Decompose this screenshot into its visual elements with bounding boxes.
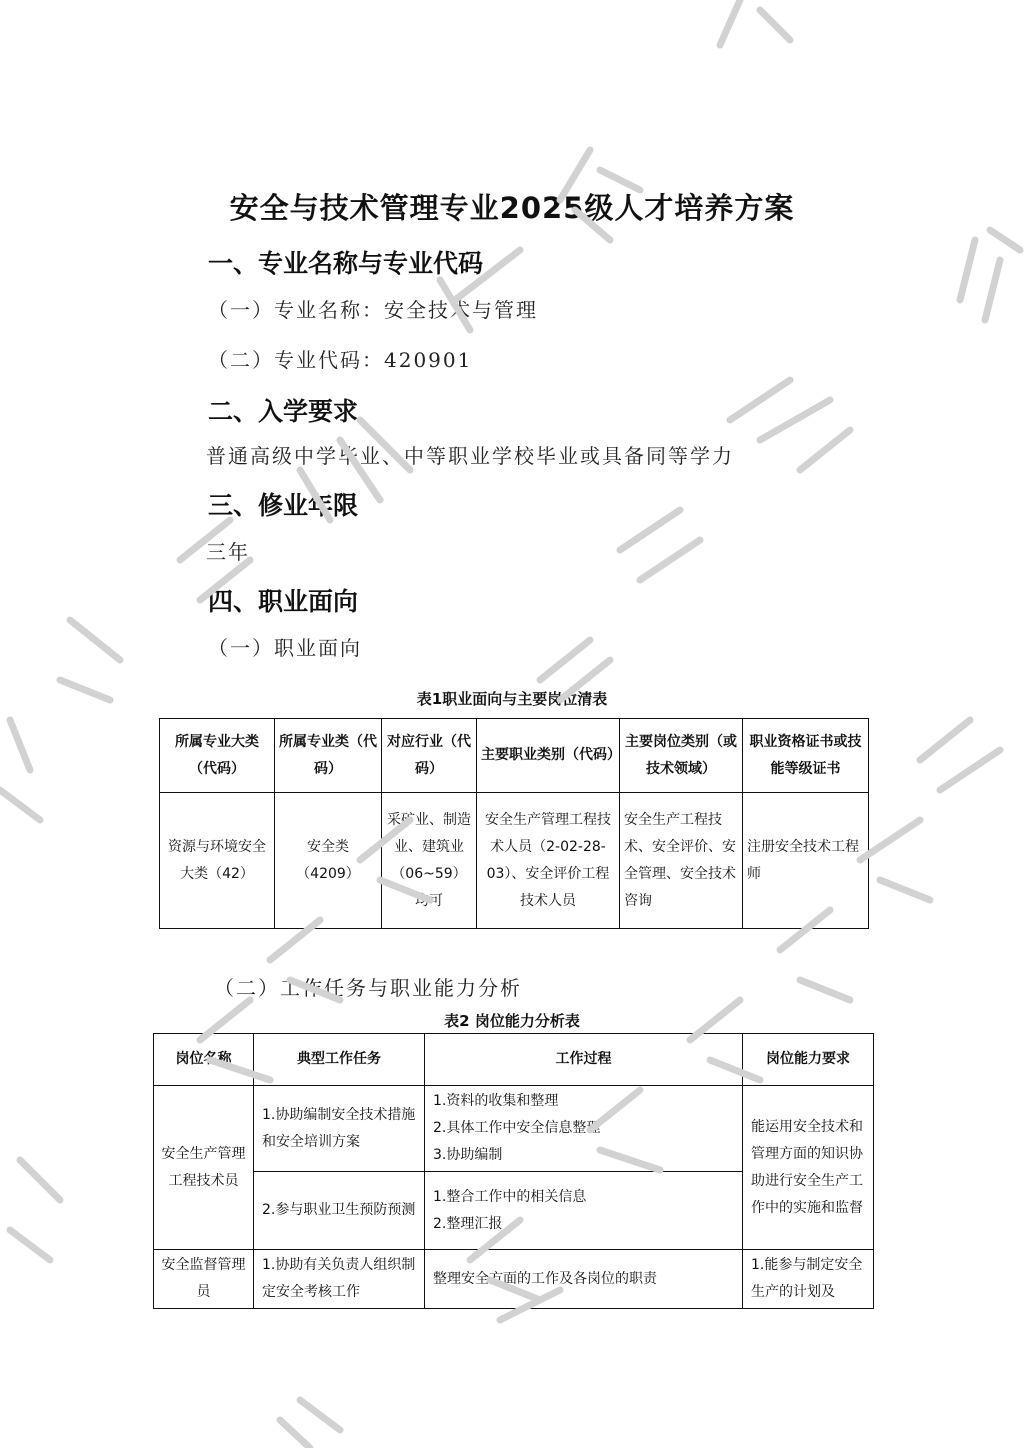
section-3-heading: 三、修业年限 bbox=[208, 491, 359, 520]
table2-caption: 表2 岗位能力分析表 bbox=[444, 1012, 580, 1030]
analysis-subheading: （二）工作任务与职业能力分析 bbox=[214, 976, 522, 1000]
table2-header: 岗位能力要求 bbox=[743, 1034, 874, 1086]
career-subheading: （一）职业面向 bbox=[208, 636, 362, 660]
career-table bbox=[159, 718, 869, 929]
table1-cell: 资源与环境安全大类（42） bbox=[160, 793, 275, 929]
process-step: 2.整理汇报 bbox=[433, 1215, 503, 1232]
major-code-line: （二）专业代码：420901 bbox=[208, 348, 473, 372]
task-cell: 1.协助编制安全技术措施和安全培训方案 bbox=[254, 1086, 425, 1172]
table1-header: 主要岗位类别（或技术领域） bbox=[620, 719, 743, 793]
process-step: 1.整合工作中的相关信息 bbox=[433, 1188, 587, 1205]
table2-header: 工作过程 bbox=[425, 1034, 743, 1086]
process-cell: 整理安全方面的工作及各岗位的职责 bbox=[425, 1250, 743, 1309]
table1-cell: 安全生产管理工程技术人员（2-02-28-03）、安全评价工程技术人员 bbox=[477, 793, 620, 929]
process-step: 3.协助编制 bbox=[433, 1147, 503, 1163]
table1-cell: 安全生产工程技术、安全评价、安全管理、安全技术咨询 bbox=[620, 793, 743, 929]
table1-header: 对应行业（代码） bbox=[382, 719, 477, 793]
table1-header: 职业资格证书或技能等级证书 bbox=[743, 719, 869, 793]
table1-cell: 采矿业、制造业、建筑业（06~59）均可 bbox=[382, 793, 477, 929]
post-name-cell: 安全生产管理工程技术员 bbox=[154, 1086, 254, 1250]
section-2-heading: 二、入学要求 bbox=[208, 397, 359, 426]
table1-cell: 安全类（4209） bbox=[275, 793, 382, 929]
ability-table bbox=[153, 1033, 874, 1309]
table1-header: 所属专业类（代码） bbox=[275, 719, 382, 793]
task-cell: 2.参与职业卫生预防预测 bbox=[254, 1172, 425, 1250]
document-title: 安全与技术管理专业2025级人才培养方案 bbox=[229, 191, 795, 225]
ability-cell: 1.能参与制定安全生产的计划及 bbox=[743, 1250, 874, 1309]
post-name-cell: 安全监督管理员 bbox=[154, 1250, 254, 1309]
table2-header: 岗位名称 bbox=[154, 1034, 254, 1086]
table1-cell: 注册安全技术工程师 bbox=[743, 793, 869, 929]
major-name-line: （一）专业名称：安全技术与管理 bbox=[208, 298, 538, 322]
process-step: 1.资料的收集和整理 bbox=[433, 1093, 559, 1109]
admission-text: 普通高级中学毕业、中等职业学校毕业或具备同等学力 bbox=[206, 444, 734, 468]
table2-header: 典型工作任务 bbox=[254, 1034, 425, 1086]
table1-caption: 表1职业面向与主要岗位清表 bbox=[416, 690, 608, 708]
task-cell: 1.协助有关负责人组织制定安全考核工作 bbox=[254, 1250, 425, 1309]
section-1-heading: 一、专业名称与专业代码 bbox=[208, 249, 484, 278]
process-step: 2.具体工作中安全信息整理 bbox=[433, 1120, 601, 1136]
process-cell bbox=[425, 1086, 743, 1172]
duration-text: 三年 bbox=[206, 540, 250, 564]
table1-header: 主要职业类别（代码） bbox=[477, 719, 620, 793]
section-4-heading: 四、职业面向 bbox=[208, 587, 359, 616]
table1-header: 所属专业大类（代码） bbox=[160, 719, 275, 793]
process-cell bbox=[425, 1172, 743, 1250]
ability-cell: 能运用安全技术和管理方面的知识协助进行安全生产工作中的实施和监督 bbox=[743, 1086, 874, 1250]
